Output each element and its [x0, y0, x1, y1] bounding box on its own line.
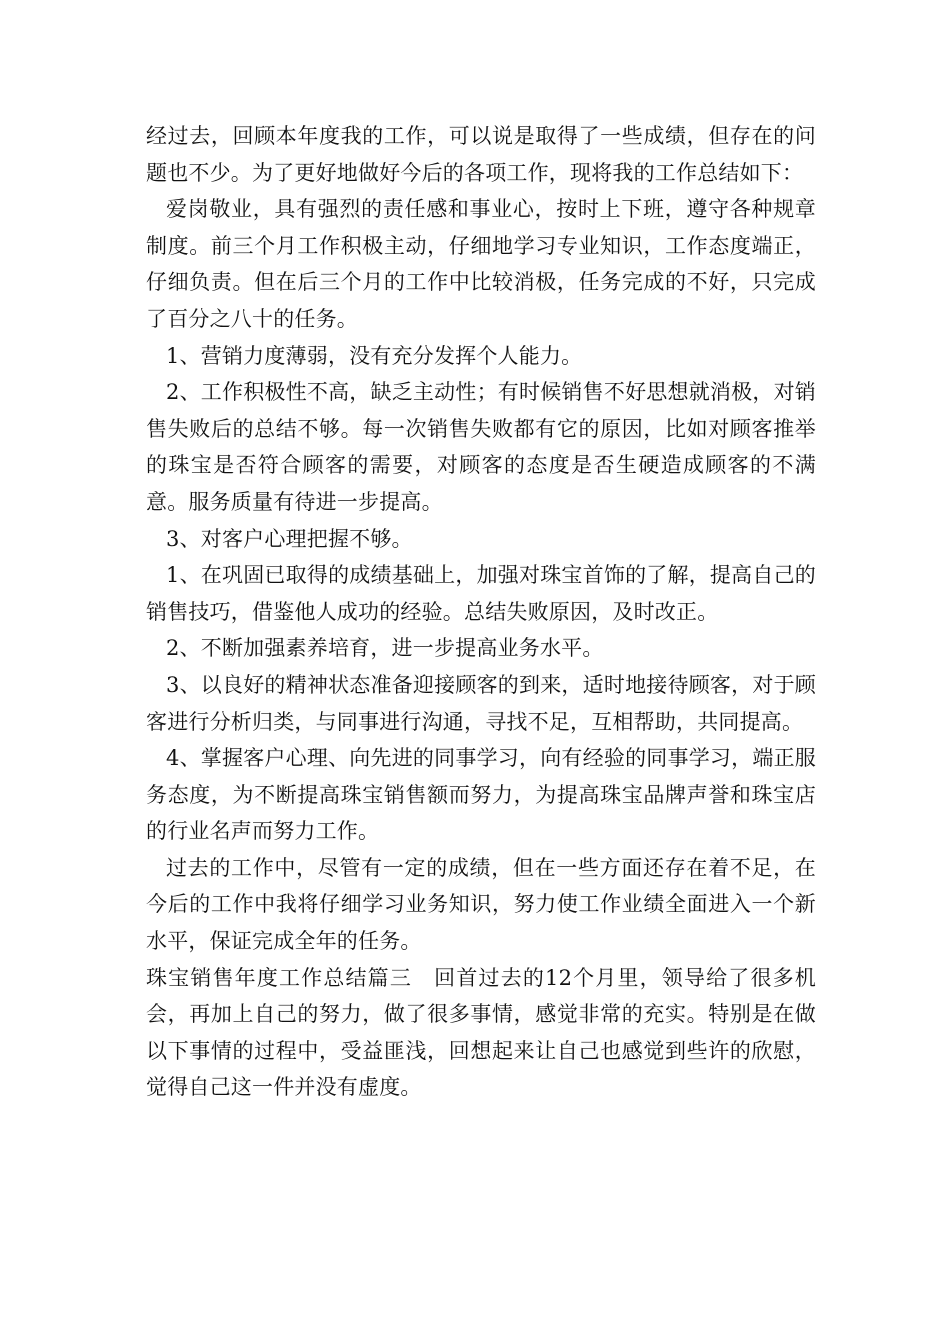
paragraph-attitude: 爱岗敬业，具有强烈的责任感和事业心，按时上下班，遵守各种规章制度。前三个月工作积极主动，仔细地学习专业知识，工作态度端正，仔细负责。但在后三个月的工作中比较消极，任务完成的不好，只完成了百分之八十的任务。 — [146, 197, 816, 331]
paragraph-intro: 经过去，回顾本年度我的工作，可以说是取得了一些成绩，但存在的问题也不少。为了更好地做好今后的各项工作，现将我的工作总结如下： — [146, 124, 816, 185]
paragraph-plan-2: 2、不断加强素养培育，进一步提高业务水平。 — [166, 636, 604, 661]
paragraph-problem-3: 3、对客户心理把握不够。 — [166, 526, 413, 551]
paragraph-problem-2: 2、工作积极性不高，缺乏主动性；有时候销售不好思想就消极，对销售失败后的总结不够。每一次销售失败都有它的原因，比如对顾客推举的珠宝是否符合顾客的需要，对顾客的态度是否生硬造成顾客的不满意。服务质量有待进一步提高。 — [146, 380, 816, 514]
paragraph-plan-4: 4、掌握客户心理、向先进的同事学习，向有经验的同事学习，端正服务态度，为不断提高珠宝销售额而努力，为提高珠宝品牌声誉和珠宝店的行业名声而努力工作。 — [146, 746, 816, 844]
paragraph-conclusion: 过去的工作中，尽管有一定的成绩，但在一些方面还存在着不足，在今后的工作中我将仔细学习业务知识，努力使工作业绩全面进入一个新水平，保证完成全年的任务。 — [146, 855, 816, 954]
document-body — [146, 118, 816, 1106]
paragraph-problem-1: 1、营销力度薄弱，没有充分发挥个人能力。 — [166, 343, 583, 368]
paragraph-section-three: 珠宝销售年度工作总结篇三 回首过去的12个月里，领导给了很多机会，再加上自己的努力，做了很多事情，感觉非常的充实。特别是在做以下事情的过程中，受益匪浅，回想起来让自己也感觉到些许的欣慰，觉得自己这一件并没有虚度。 — [146, 965, 816, 1100]
paragraph-plan-3: 3、以良好的精神状态准备迎接顾客的到来，适时地接待顾客，对于顾客进行分析归类，与同事进行沟通，寻找不足，互相帮助，共同提高。 — [146, 672, 816, 734]
paragraph-plan-1: 1、在巩固已取得的成绩基础上，加强对珠宝首饰的了解，提高自己的销售技巧，借鉴他人成功的经验。总结失败原因，及时改正。 — [146, 563, 816, 624]
